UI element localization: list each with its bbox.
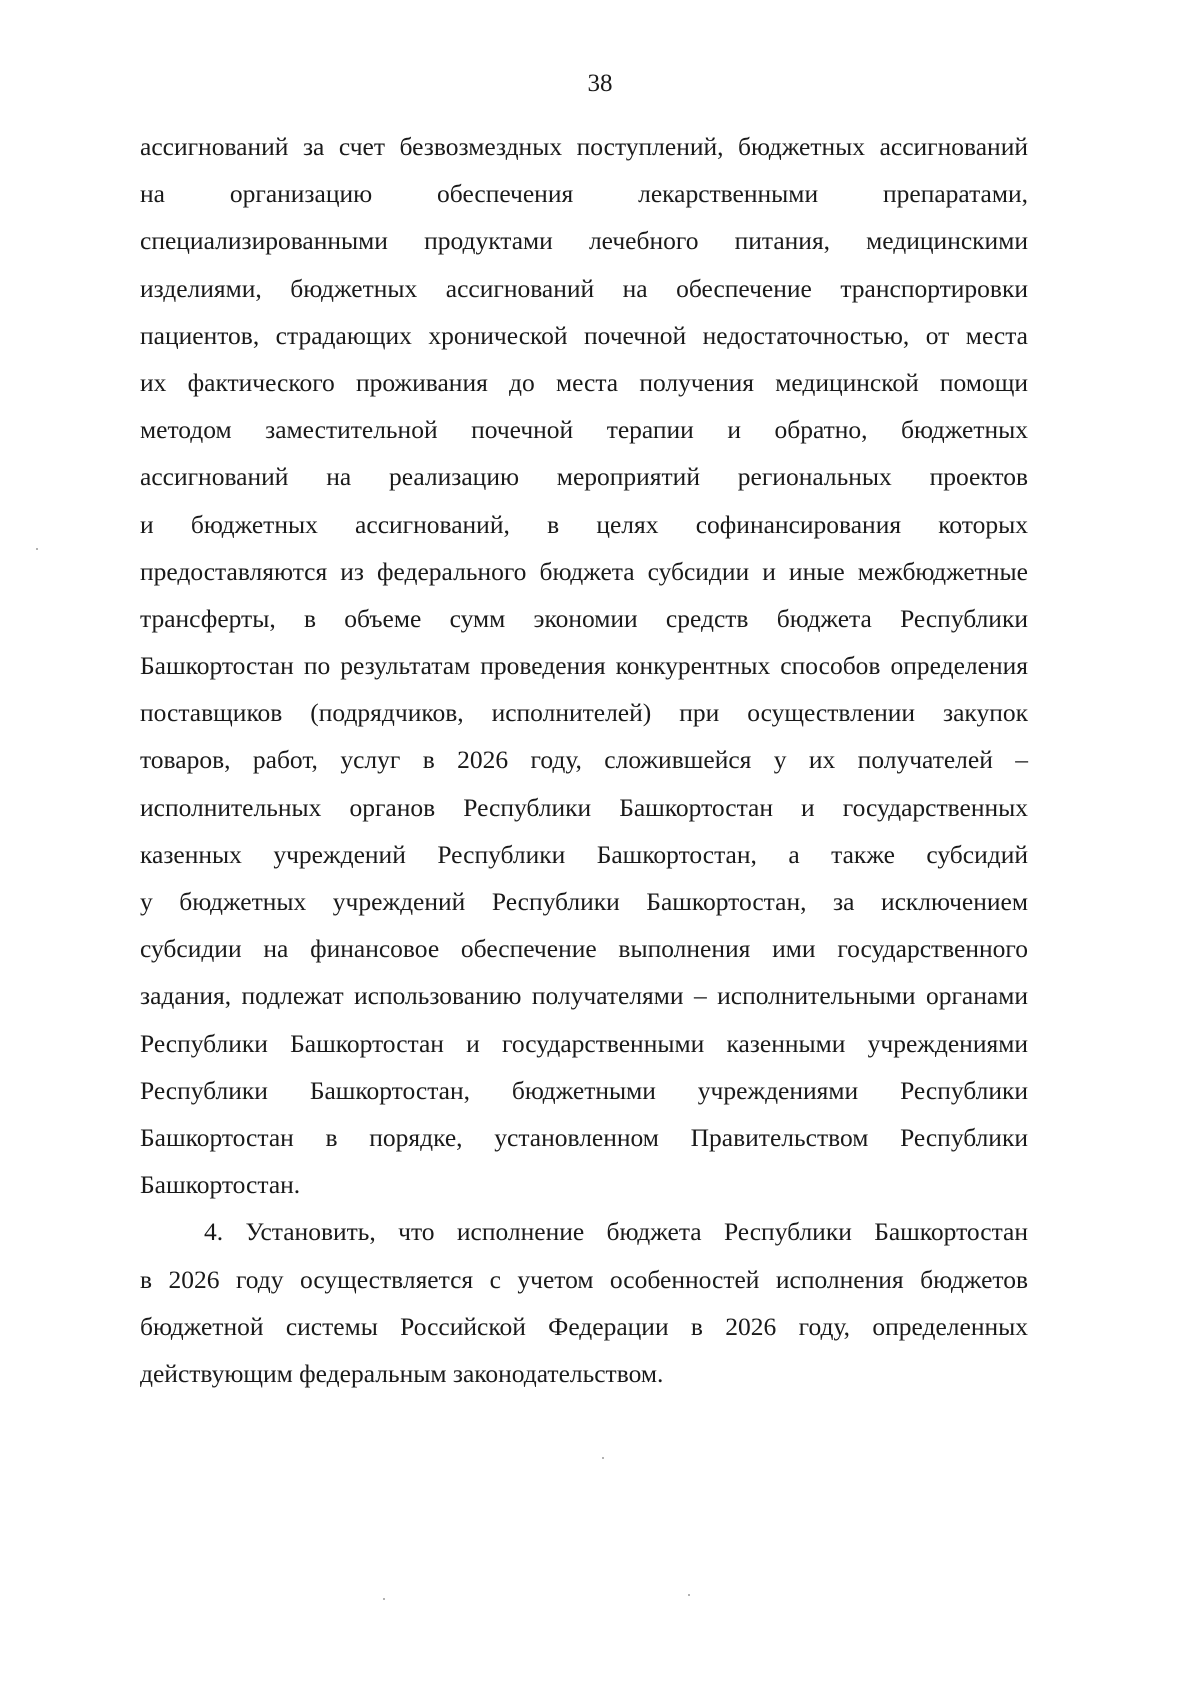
text-line: Башкортостан в порядке, установленном Правительством Республики	[140, 1122, 1028, 1152]
text-line: у бюджетных учреждений Республики Башкортостан, за исключением	[140, 887, 1028, 916]
text-line: ассигнований на реализацию мероприятий региональных проектов	[140, 462, 1028, 492]
text-line: предоставляются из федерального бюджета субсидии и иные межбюджетные	[140, 556, 1028, 586]
text-line: бюджетной системы Российской Федерации в 2026 году, определенных	[140, 1311, 1028, 1341]
text-line: трансферты, в объеме сумм экономии средств бюджета Республики	[140, 603, 1028, 633]
text-line: Башкортостан по результатам проведения конкурентных способов определения	[140, 651, 1028, 681]
text-line: Республики Башкортостан, бюджетными учреждениями Республики	[140, 1075, 1028, 1105]
text-line: товаров, работ, услуг в 2026 году, сложившейся у их получателей –	[140, 745, 1028, 775]
page-number: 38	[587, 70, 613, 97]
text-line: ассигнований за счет безвозмездных поступлений, бюджетных ассигнований	[140, 132, 1028, 161]
text-line: методом заместительной почечной терапии и обратно, бюджетных	[140, 415, 1028, 445]
paragraph-budget-allocations	[140, 123, 1028, 1208]
document-body	[140, 123, 1028, 1397]
text-line: субсидии на финансовое обеспечение выполнения ими государственного	[140, 934, 1028, 964]
text-line: действующим федеральным законодательством.	[140, 1358, 664, 1388]
text-line: специализированными продуктами лечебного питания, медицинскими	[140, 226, 1028, 256]
paragraph-item-4	[140, 1208, 1028, 1397]
text-line: пациентов, страдающих хронической почечной недостаточностью, от места	[140, 320, 1028, 350]
text-line: Башкортостан.	[140, 1170, 301, 1200]
text-line: исполнительных органов Республики Башкортостан и государственных	[140, 792, 1028, 822]
text-line: Республики Башкортостан и государственными казенными учреждениями	[140, 1028, 1028, 1058]
text-line: поставщиков (подрядчиков, исполнителей) при осуществлении закупок	[140, 698, 1028, 728]
text-line: изделиями, бюджетных ассигнований на обеспечение транспортировки	[140, 273, 1028, 303]
text-line: задания, подлежат использованию получателями – исполнительными органами	[140, 981, 1028, 1011]
text-line: 4. Установить, что исполнение бюджета Республики Башкортостан	[204, 1217, 1028, 1247]
text-line: в 2026 году осуществляется с учетом особенностей исполнения бюджетов	[140, 1264, 1028, 1294]
text-line: казенных учреждений Республики Башкортостан, а также субсидий	[140, 839, 1028, 869]
text-line: и бюджетных ассигнований, в целях софинансирования которых	[140, 509, 1028, 539]
text-line: на организацию обеспечения лекарственными препаратами,	[140, 179, 1028, 209]
text-line: их фактического проживания до места получения медицинской помощи	[140, 367, 1028, 397]
